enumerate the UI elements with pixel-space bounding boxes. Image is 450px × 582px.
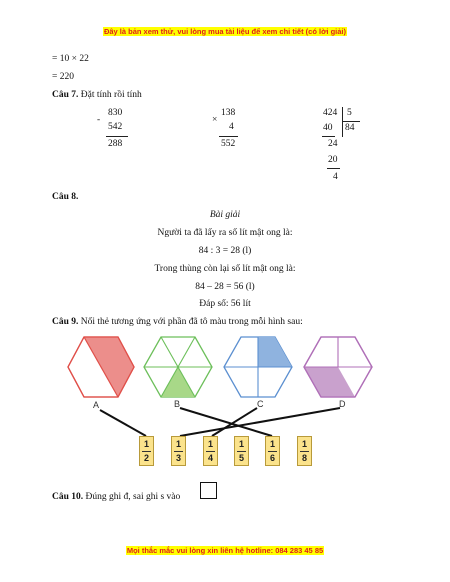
q8-calc-1: 84 : 3 = 28 (l) bbox=[198, 246, 252, 256]
sub-b: 542 bbox=[108, 122, 123, 132]
times-sign: × bbox=[212, 115, 218, 125]
q8-calc-2: 84 – 28 = 56 (l) bbox=[195, 282, 255, 292]
label-c: C bbox=[257, 399, 264, 409]
preview-notice: Đây là bản xem thử, vui lòng mua tài liệu để xem chi tiết (có lời giải) bbox=[103, 27, 347, 36]
sub-a: 830 bbox=[108, 108, 123, 118]
q10-title: Câu 10. bbox=[52, 492, 84, 502]
mul-a: 138 bbox=[221, 108, 236, 118]
hexagon-b bbox=[144, 337, 212, 397]
mul-b: 4 bbox=[229, 122, 234, 132]
fraction-card-1-3[interactable]: 1 3 bbox=[171, 436, 186, 466]
q8-step-2: Trong thùng còn lại số lít mật ong là: bbox=[154, 264, 296, 274]
div-step-2: 24 bbox=[328, 139, 338, 149]
div-remainder: 4 bbox=[333, 172, 338, 182]
answer-box[interactable] bbox=[200, 482, 217, 499]
fraction-card-1-5[interactable]: 1 5 bbox=[234, 436, 249, 466]
div-dividend: 424 bbox=[323, 108, 338, 118]
label-d: D bbox=[339, 399, 346, 409]
matching-lines bbox=[100, 408, 340, 436]
q9-text: Nối thẻ tương ứng với phần đã tô màu trong mỗi hình sau: bbox=[80, 317, 303, 327]
hexagon-d bbox=[304, 337, 372, 397]
q10-text: Đúng ghi đ, sai ghi s vào bbox=[85, 492, 181, 502]
mul-result: 552 bbox=[221, 139, 236, 149]
div-quotient: 84 bbox=[345, 123, 355, 133]
fraction-card-1-6[interactable]: 1 6 bbox=[265, 436, 280, 466]
match-line-c bbox=[212, 408, 257, 436]
q8-step-1: Người ta đã lấy ra số lít mật ong là: bbox=[157, 228, 293, 238]
div-step-1: 40 bbox=[323, 123, 333, 133]
div-step-3: 20 bbox=[328, 155, 338, 165]
q8-answer: Đáp số: 56 lít bbox=[199, 299, 251, 309]
q7-text: Đặt tính rồi tính bbox=[80, 90, 142, 100]
sub-result: 288 bbox=[108, 139, 123, 149]
fraction-card-1-8[interactable]: 1 8 bbox=[297, 436, 312, 466]
hexagon-c bbox=[224, 337, 292, 397]
label-a: A bbox=[93, 400, 100, 410]
fraction-card-1-4[interactable]: 1 4 bbox=[203, 436, 218, 466]
q8-title: Câu 8. bbox=[52, 192, 79, 202]
calc-line-1: = 10 × 22 bbox=[52, 54, 89, 64]
solution-heading: Bài giải bbox=[209, 210, 241, 220]
minus-sign: - bbox=[97, 115, 101, 125]
hexagon-a bbox=[68, 337, 134, 397]
match-line-a bbox=[100, 410, 146, 436]
label-b: B bbox=[174, 399, 181, 409]
footer-hotline: Mọi thắc mắc vui lòng xin liên hệ hotline: 084 283 45 85 bbox=[126, 546, 324, 555]
q7-title: Câu 7. bbox=[52, 90, 79, 100]
q9-title: Câu 9. bbox=[52, 317, 79, 327]
fraction-card-1-2[interactable]: 1 2 bbox=[139, 436, 154, 466]
div-divisor: 5 bbox=[347, 108, 352, 118]
calc-line-2: = 220 bbox=[52, 72, 74, 82]
q10-line bbox=[52, 492, 180, 502]
